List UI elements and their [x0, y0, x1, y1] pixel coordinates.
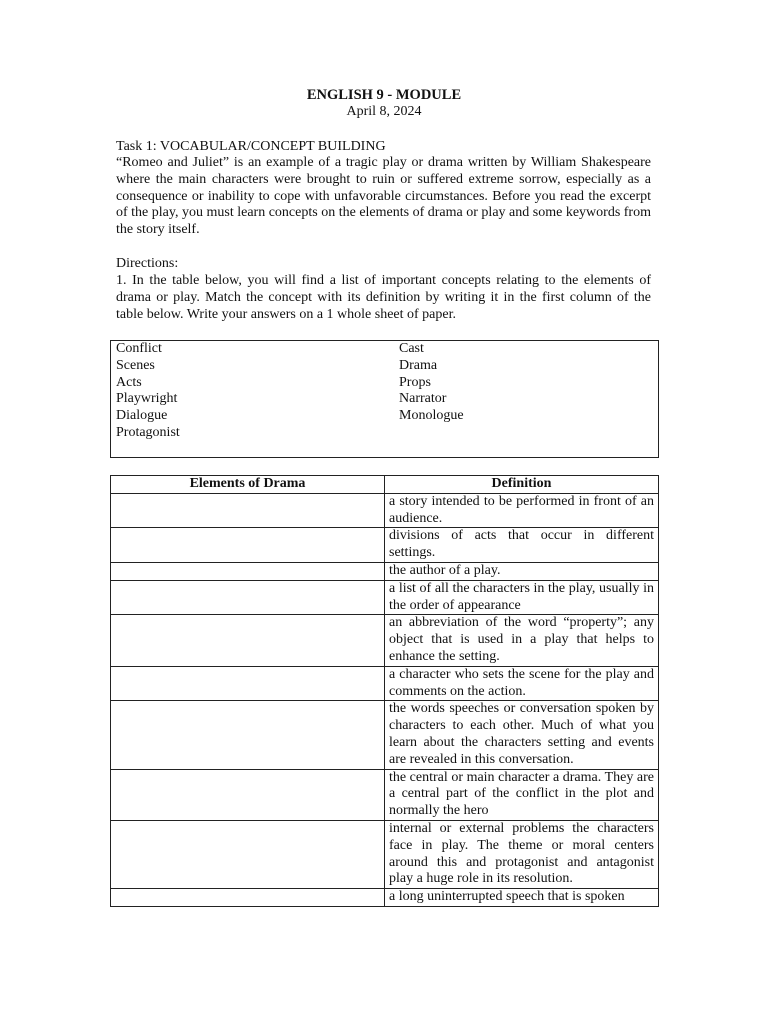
table-row — [111, 562, 659, 580]
definition-cell: a list of all the characters in the play, usually in the order of appearance — [385, 580, 659, 615]
table-row — [111, 528, 659, 563]
definition-cell: a story intended to be performed in front of an audience. — [385, 493, 659, 528]
word-bank-right-column — [399, 341, 464, 425]
module-title: ENGLISH 9 - MODULE — [306, 87, 462, 103]
word-bank-item: Drama — [399, 357, 438, 373]
word-bank-item: Cast — [399, 341, 424, 356]
table-row — [111, 580, 659, 615]
intro-paragraph: “Romeo and Juliet” is an example of a tragic play or drama written by William Shakespeare where the main characters were brought to ruin or suffered extreme sorrow, especially as a consequence or inability to cope with unfavorable circumstances. Before you read the excerpt of the play, you must learn concepts on the elements of drama or play and some keywords from the story itself. — [116, 155, 651, 238]
module-date: April 8, 2024 — [346, 104, 422, 119]
table-row — [111, 820, 659, 888]
answer-cell[interactable] — [111, 493, 385, 528]
definition-cell: the words speeches or conversation spoken by characters to each other. Much of what you learn about the characters setting and events are revealed in this conversation. — [385, 701, 659, 769]
table-row — [111, 615, 659, 666]
word-bank-item: Dialogue — [116, 408, 168, 424]
definition-cell: the author of a play. — [385, 562, 659, 580]
direction-item-1: 1. In the table below, you will find a list of important concepts relating to the elements of drama or play. Match the concept with its definition by writing it in the first column of the table below. Write your answers on a 1 whole sheet of paper. — [116, 273, 651, 322]
definition-cell: divisions of acts that occur in different settings. — [385, 528, 659, 563]
table-row — [111, 769, 659, 820]
answer-cell[interactable] — [111, 666, 385, 701]
answer-cell[interactable] — [111, 769, 385, 820]
answer-cell[interactable] — [111, 615, 385, 666]
table-row — [111, 889, 659, 907]
task-heading: Task 1: VOCABULAR/CONCEPT BUILDING — [116, 139, 386, 154]
elements-of-drama-table — [110, 475, 659, 907]
table-row — [111, 701, 659, 769]
table-row — [111, 493, 659, 528]
answer-cell[interactable] — [111, 580, 385, 615]
word-bank-item: Props — [399, 374, 431, 390]
definition-cell: the central or main character a drama. They are a central part of the conflict in the plot and normally the hero — [385, 769, 659, 820]
answer-cell[interactable] — [111, 701, 385, 769]
directions-label: Directions: — [116, 256, 179, 271]
answer-cell[interactable] — [111, 889, 385, 907]
word-bank-box — [110, 340, 659, 458]
word-bank-item: Narrator — [399, 391, 447, 407]
definition-cell: internal or external problems the characters face in play. The theme or moral centers around this and protagonist and antagonist play a huge role in its resolution. — [385, 820, 659, 888]
word-bank-item: Playwright — [116, 391, 178, 407]
word-bank-item: Scenes — [116, 357, 155, 373]
answer-cell[interactable] — [111, 562, 385, 580]
header-elements-of-drama: Elements of Drama — [111, 476, 385, 494]
answer-cell[interactable] — [111, 820, 385, 888]
table-header-row — [111, 476, 659, 494]
definition-cell: a long uninterrupted speech that is spoken — [385, 889, 659, 907]
table-row — [111, 666, 659, 701]
word-bank-item: Acts — [116, 374, 142, 390]
header-definition: Definition — [385, 476, 659, 494]
answer-cell[interactable] — [111, 528, 385, 563]
word-bank-item: Monologue — [399, 408, 464, 424]
definition-cell: an abbreviation of the word “property”; any object that is used in a play that helps to enhance the setting. — [385, 615, 659, 666]
word-bank-item: Protagonist — [116, 424, 180, 440]
word-bank-item: Conflict — [116, 341, 162, 356]
word-bank-left-column — [116, 341, 180, 442]
definition-cell: a character who sets the scene for the play and comments on the action. — [385, 666, 659, 701]
